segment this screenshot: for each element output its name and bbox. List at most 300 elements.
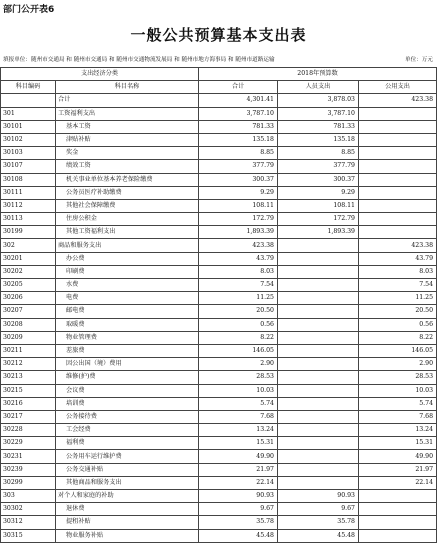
personnel-amount-cell-text: 300.37	[333, 175, 355, 183]
public-amount-cell	[359, 147, 437, 160]
subject-code-cell-text: 302	[3, 241, 15, 249]
personnel-amount-cell	[278, 490, 359, 503]
public-amount-cell	[359, 94, 437, 107]
personnel-amount-cell	[278, 199, 359, 212]
subject-code-cell	[1, 463, 56, 476]
table-row	[1, 265, 437, 278]
table-row	[1, 344, 437, 357]
subject-name-cell-text: 工会经费	[66, 426, 91, 434]
total-amount-cell	[199, 94, 278, 107]
subject-code-cell-text: 30102	[3, 136, 23, 144]
personnel-amount-cell	[278, 371, 359, 384]
total-amount-cell-text: 20.50	[256, 307, 274, 315]
subject-name-cell	[56, 371, 199, 384]
subject-code-cell-text: 30103	[3, 149, 23, 157]
total-amount-cell	[199, 516, 278, 529]
subject-name-cell	[56, 199, 199, 212]
public-amount-cell	[359, 120, 437, 133]
total-amount-cell-text: 5.74	[260, 399, 274, 407]
subject-code-cell	[1, 516, 56, 529]
personnel-amount-cell-text: 3,878.03	[327, 96, 355, 104]
public-amount-cell-text: 0.56	[419, 320, 434, 328]
personnel-amount-cell	[278, 226, 359, 239]
table-row	[1, 371, 437, 384]
personnel-amount-cell	[278, 252, 359, 265]
subject-name-cell-text: 物业管理费	[66, 333, 97, 341]
subject-code-cell	[1, 160, 56, 173]
subject-name-cell	[56, 186, 199, 199]
subject-name-cell	[56, 279, 199, 292]
subject-code-cell-text: 30239	[3, 465, 23, 473]
subject-code-cell-text: 30217	[3, 412, 23, 420]
public-amount-cell	[359, 226, 437, 239]
subject-name-cell	[56, 292, 199, 305]
total-amount-cell	[199, 199, 278, 212]
public-amount-cell	[359, 424, 437, 437]
subject-code-cell-text: 30108	[3, 175, 23, 183]
table-row	[1, 424, 437, 437]
table-row	[1, 173, 437, 186]
subject-name-cell-text: 基本工资	[66, 122, 91, 130]
personnel-amount-cell-text: 9.67	[341, 505, 355, 513]
total-amount-cell	[199, 437, 278, 450]
public-amount-cell-text: 20.50	[415, 307, 434, 315]
total-amount-cell	[199, 424, 278, 437]
subject-code-cell	[1, 120, 56, 133]
personnel-amount-cell-text: 377.79	[333, 162, 355, 170]
subject-name-cell-text: 公务交通补贴	[66, 465, 104, 473]
total-amount-cell-text: 15.31	[256, 439, 274, 447]
table-row	[1, 120, 437, 133]
total-column-header: 合计	[199, 81, 278, 94]
total-amount-cell-text: 1,893.39	[246, 228, 274, 236]
subject-name-cell	[56, 173, 199, 186]
public-amount-cell	[359, 344, 437, 357]
subject-code-cell	[1, 133, 56, 146]
public-amount-cell-text: 43.79	[415, 254, 434, 262]
total-amount-cell-text: 43.79	[256, 254, 274, 262]
subject-name-cell-text: 住房公积金	[66, 215, 97, 223]
table-row	[1, 503, 437, 516]
subject-name-cell-text: 其他工资福利支出	[66, 228, 116, 236]
subject-code-cell-text: 30208	[3, 320, 23, 328]
table-row	[1, 252, 437, 265]
public-amount-cell	[359, 133, 437, 146]
public-amount-cell-text: 5.74	[419, 399, 434, 407]
table-row	[1, 279, 437, 292]
table-body	[1, 94, 437, 542]
subject-name-cell-text: 工资福利支出	[58, 109, 96, 117]
personnel-amount-cell	[278, 213, 359, 226]
table-row	[1, 199, 437, 212]
total-amount-cell	[199, 120, 278, 133]
total-amount-cell-text: 172.79	[252, 215, 274, 223]
personnel-amount-cell	[278, 318, 359, 331]
subject-name-cell-text: 商品和服务支出	[58, 241, 102, 249]
total-amount-cell-text: 146.05	[252, 347, 274, 355]
subject-name-cell-text: 提租补贴	[66, 518, 91, 526]
table-row	[1, 450, 437, 463]
public-amount-cell	[359, 410, 437, 423]
subject-code-cell-text: 30213	[3, 373, 23, 381]
subject-name-cell-text: 邮电费	[66, 307, 85, 315]
personnel-amount-cell	[278, 279, 359, 292]
personnel-amount-cell	[278, 133, 359, 146]
total-amount-cell	[199, 463, 278, 476]
subject-code-cell-text: 30112	[3, 201, 23, 209]
table-row	[1, 490, 437, 503]
subject-code-cell-text: 30211	[3, 347, 23, 355]
subject-name-cell	[56, 358, 199, 371]
econ-class-group-header: 支出经济分类	[1, 68, 199, 81]
public-amount-cell	[359, 384, 437, 397]
table-row	[1, 529, 437, 542]
subject-name-cell-text: 津贴补贴	[66, 136, 91, 144]
subject-code-cell	[1, 344, 56, 357]
subject-code-cell-text: 30111	[3, 188, 23, 196]
subject-code-cell-text: 30113	[3, 215, 23, 223]
subject-name-cell-text: 退休费	[66, 505, 85, 513]
subject-code-cell-text: 30202	[3, 267, 23, 275]
money-unit-label: 单位：万元	[405, 57, 433, 63]
total-amount-cell-text: 90.93	[256, 492, 274, 500]
public-amount-cell	[359, 186, 437, 199]
public-amount-cell	[359, 358, 437, 371]
public-amount-cell-text: 2.90	[419, 360, 434, 368]
subject-code-cell	[1, 371, 56, 384]
total-amount-cell-text: 781.33	[252, 122, 274, 130]
public-amount-cell	[359, 437, 437, 450]
table-row	[1, 292, 437, 305]
subject-name-cell-text: 其他商品和服务支出	[66, 478, 122, 486]
total-amount-cell-text: 8.85	[260, 149, 274, 157]
subject-code-cell	[1, 199, 56, 212]
subject-code-cell	[1, 318, 56, 331]
total-amount-cell	[199, 371, 278, 384]
subject-name-cell	[56, 331, 199, 344]
public-amount-cell-text: 28.53	[415, 373, 434, 381]
total-amount-cell	[199, 186, 278, 199]
table-row	[1, 516, 437, 529]
public-amount-cell	[359, 490, 437, 503]
public-amount-cell	[359, 213, 437, 226]
personnel-amount-cell	[278, 463, 359, 476]
public-amount-cell	[359, 450, 437, 463]
public-amount-cell	[359, 318, 437, 331]
public-amount-cell	[359, 173, 437, 186]
public-amount-cell	[359, 331, 437, 344]
subject-name-cell-text: 机关事业单位基本养老保险缴费	[66, 175, 153, 183]
personnel-amount-cell	[278, 186, 359, 199]
subject-code-cell	[1, 265, 56, 278]
subject-name-cell	[56, 437, 199, 450]
public-amount-cell	[359, 160, 437, 173]
total-amount-cell-text: 135.18	[252, 136, 274, 144]
total-amount-cell-text: 28.53	[256, 373, 274, 381]
subject-name-cell	[56, 450, 199, 463]
total-amount-cell-text: 0.56	[260, 320, 274, 328]
public-amount-cell	[359, 292, 437, 305]
subject-name-cell	[56, 239, 199, 252]
name-column-header: 科目名称	[56, 81, 199, 94]
subject-code-cell	[1, 213, 56, 226]
subject-name-cell	[56, 516, 199, 529]
personnel-amount-cell	[278, 173, 359, 186]
total-amount-cell	[199, 358, 278, 371]
personnel-amount-cell	[278, 305, 359, 318]
subject-name-cell	[56, 252, 199, 265]
table-row	[1, 397, 437, 410]
subject-code-cell-text: 30315	[3, 531, 23, 539]
personnel-amount-cell-text: 45.48	[337, 531, 355, 539]
subject-name-cell	[56, 476, 199, 489]
total-amount-cell-text: 423.38	[252, 241, 274, 249]
budget-table	[0, 67, 437, 543]
subject-code-cell	[1, 503, 56, 516]
total-amount-cell-text: 2.90	[260, 360, 274, 368]
subject-name-cell	[56, 120, 199, 133]
table-row	[1, 107, 437, 120]
subject-name-cell	[56, 305, 199, 318]
table-row	[1, 318, 437, 331]
subject-name-cell	[56, 160, 199, 173]
subject-code-cell-text: 30206	[3, 294, 23, 302]
public-amount-cell-text: 423.38	[411, 241, 434, 249]
public-amount-cell-text: 8.03	[419, 267, 434, 275]
total-amount-cell	[199, 147, 278, 160]
subject-name-cell-text: 其他社会保障缴费	[66, 201, 116, 209]
personnel-amount-cell	[278, 344, 359, 357]
personnel-amount-cell	[278, 120, 359, 133]
personnel-amount-cell	[278, 384, 359, 397]
total-amount-cell	[199, 133, 278, 146]
personnel-amount-cell-text: 781.33	[333, 122, 355, 130]
subject-code-cell-text: 30209	[3, 333, 23, 341]
public-amount-cell-text: 22.14	[415, 478, 434, 486]
public-amount-cell	[359, 371, 437, 384]
personnel-amount-cell-text: 135.18	[333, 136, 355, 144]
public-amount-cell	[359, 305, 437, 318]
total-amount-cell-text: 13.24	[256, 426, 274, 434]
subject-code-cell	[1, 529, 56, 542]
subject-code-cell	[1, 279, 56, 292]
public-amount-cell-text: 423.38	[411, 96, 434, 104]
table-row	[1, 239, 437, 252]
total-amount-cell	[199, 107, 278, 120]
subject-code-cell-text: 30212	[3, 360, 23, 368]
total-amount-cell-text: 8.22	[260, 333, 274, 341]
subject-name-cell	[56, 463, 199, 476]
personnel-amount-cell-text: 172.79	[333, 215, 355, 223]
public-amount-cell	[359, 265, 437, 278]
subject-name-cell	[56, 397, 199, 410]
personnel-amount-cell	[278, 476, 359, 489]
subject-name-cell-text: 维修(护)费	[66, 373, 96, 381]
public-amount-cell	[359, 503, 437, 516]
table-row	[1, 133, 437, 146]
personnel-amount-cell-text: 35.78	[337, 518, 355, 526]
subject-name-cell	[56, 410, 199, 423]
table-row	[1, 305, 437, 318]
public-amount-cell	[359, 476, 437, 489]
table-column-header-row	[1, 81, 437, 94]
personnel-amount-cell-text: 1,893.39	[327, 228, 355, 236]
subject-code-cell	[1, 450, 56, 463]
total-amount-cell	[199, 292, 278, 305]
total-amount-cell	[199, 529, 278, 542]
subject-name-cell	[56, 344, 199, 357]
subject-name-cell-text: 因公出国（境）费用	[66, 360, 122, 368]
personnel-amount-cell	[278, 358, 359, 371]
total-amount-cell-text: 9.67	[260, 505, 274, 513]
subject-code-cell-text: 30229	[3, 439, 23, 447]
table-row	[1, 186, 437, 199]
total-amount-cell-text: 7.68	[260, 412, 274, 420]
total-amount-cell-text: 3,787.10	[246, 109, 274, 117]
personnel-amount-cell	[278, 529, 359, 542]
personnel-amount-cell	[278, 331, 359, 344]
public-amount-cell-text: 8.22	[419, 333, 434, 341]
subject-code-cell	[1, 94, 56, 107]
personnel-amount-cell	[278, 107, 359, 120]
personnel-amount-cell	[278, 410, 359, 423]
public-amount-cell-text: 49.90	[415, 452, 434, 460]
table-row	[1, 94, 437, 107]
subject-code-cell	[1, 292, 56, 305]
total-amount-cell	[199, 213, 278, 226]
subject-code-cell	[1, 410, 56, 423]
public-amount-cell-text: 13.24	[415, 426, 434, 434]
reporting-unit-line	[3, 55, 433, 63]
subject-name-cell-text: 培训费	[66, 399, 85, 407]
table-row	[1, 226, 437, 239]
public-amount-cell-text: 11.25	[415, 294, 434, 302]
total-amount-cell-text: 21.97	[256, 465, 274, 473]
personnel-amount-cell	[278, 239, 359, 252]
subject-code-cell-text: 30299	[3, 478, 23, 486]
public-amount-cell	[359, 516, 437, 529]
total-amount-cell-text: 22.14	[256, 478, 274, 486]
total-amount-cell	[199, 490, 278, 503]
subject-name-cell	[56, 503, 199, 516]
total-amount-cell	[199, 476, 278, 489]
total-amount-cell-text: 45.48	[256, 531, 274, 539]
table-number-label: 部门公开表6	[3, 5, 55, 15]
reporting-unit-label: 填报单位：随州市交通局 和 随州市交通局 和 随州市交通物流发展局 和 随州市地方海事局 和 随州市道路运输	[3, 57, 275, 63]
personnel-amount-cell	[278, 437, 359, 450]
personnel-amount-cell	[278, 160, 359, 173]
total-amount-cell-text: 7.54	[260, 281, 274, 289]
public-amount-cell	[359, 279, 437, 292]
table-row	[1, 358, 437, 371]
total-amount-cell	[199, 160, 278, 173]
total-amount-cell	[199, 503, 278, 516]
public-amount-cell	[359, 252, 437, 265]
public-amount-cell	[359, 529, 437, 542]
subject-name-cell-text: 电费	[66, 294, 79, 302]
total-amount-cell-text: 8.03	[260, 267, 274, 275]
personnel-amount-cell	[278, 503, 359, 516]
table-row	[1, 147, 437, 160]
subject-name-cell	[56, 384, 199, 397]
public-amount-cell	[359, 397, 437, 410]
personnel-amount-cell-text: 3,787.10	[327, 109, 355, 117]
table-row	[1, 160, 437, 173]
subject-code-cell-text: 30201	[3, 254, 23, 262]
subject-name-cell	[56, 490, 199, 503]
subject-code-cell-text: 30215	[3, 386, 23, 394]
personnel-amount-cell-text: 8.85	[341, 149, 355, 157]
subject-name-cell-text: 合计	[58, 96, 71, 104]
personnel-amount-cell	[278, 397, 359, 410]
personnel-amount-cell	[278, 516, 359, 529]
subject-name-cell-text: 福利费	[66, 439, 85, 447]
subject-name-cell	[56, 107, 199, 120]
subject-code-cell	[1, 147, 56, 160]
subject-name-cell-text: 会议费	[66, 386, 85, 394]
table-row	[1, 384, 437, 397]
personnel-amount-cell	[278, 424, 359, 437]
subject-code-cell-text: 30312	[3, 518, 23, 526]
personnel-amount-cell	[278, 292, 359, 305]
total-amount-cell	[199, 239, 278, 252]
page-title: 一般公共预算基本支出表	[130, 26, 307, 44]
subject-code-cell	[1, 305, 56, 318]
subject-name-cell	[56, 529, 199, 542]
table-row	[1, 437, 437, 450]
total-amount-cell	[199, 344, 278, 357]
subject-code-cell	[1, 476, 56, 489]
subject-code-cell-text: 30205	[3, 281, 23, 289]
total-amount-cell	[199, 318, 278, 331]
subject-code-cell-text: 30302	[3, 505, 23, 513]
public-amount-cell	[359, 239, 437, 252]
subject-name-cell-text: 物业服务补贴	[66, 531, 104, 539]
public-amount-cell	[359, 107, 437, 120]
subject-name-cell-text: 差旅费	[66, 347, 85, 355]
personnel-amount-cell	[278, 265, 359, 278]
subject-code-cell-text: 30107	[3, 162, 23, 170]
subject-code-cell	[1, 173, 56, 186]
subject-code-cell	[1, 358, 56, 371]
subject-code-cell-text: 30231	[3, 452, 23, 460]
subject-code-cell	[1, 226, 56, 239]
subject-name-cell	[56, 424, 199, 437]
subject-code-cell-text: 30207	[3, 307, 23, 315]
subject-code-cell	[1, 384, 56, 397]
personnel-amount-cell	[278, 450, 359, 463]
subject-code-cell-text: 30216	[3, 399, 23, 407]
subject-name-cell-text: 奖金	[66, 149, 79, 157]
subject-code-cell	[1, 331, 56, 344]
public-amount-cell-text: 10.03	[415, 386, 434, 394]
subject-name-cell-text: 绩效工资	[66, 162, 91, 170]
personnel-column-header: 人员支出	[278, 81, 359, 94]
total-amount-cell-text: 49.90	[256, 452, 274, 460]
total-amount-cell	[199, 279, 278, 292]
subject-name-cell-text: 对个人和家庭的补助	[58, 492, 114, 500]
table-row	[1, 331, 437, 344]
public-amount-cell-text: 146.05	[411, 347, 434, 355]
table-row	[1, 213, 437, 226]
subject-code-cell	[1, 490, 56, 503]
total-amount-cell	[199, 331, 278, 344]
personnel-amount-cell	[278, 94, 359, 107]
public-column-header: 公用支出	[359, 81, 437, 94]
subject-name-cell-text: 水费	[66, 281, 79, 289]
total-amount-cell-text: 9.29	[260, 188, 274, 196]
total-amount-cell	[199, 450, 278, 463]
